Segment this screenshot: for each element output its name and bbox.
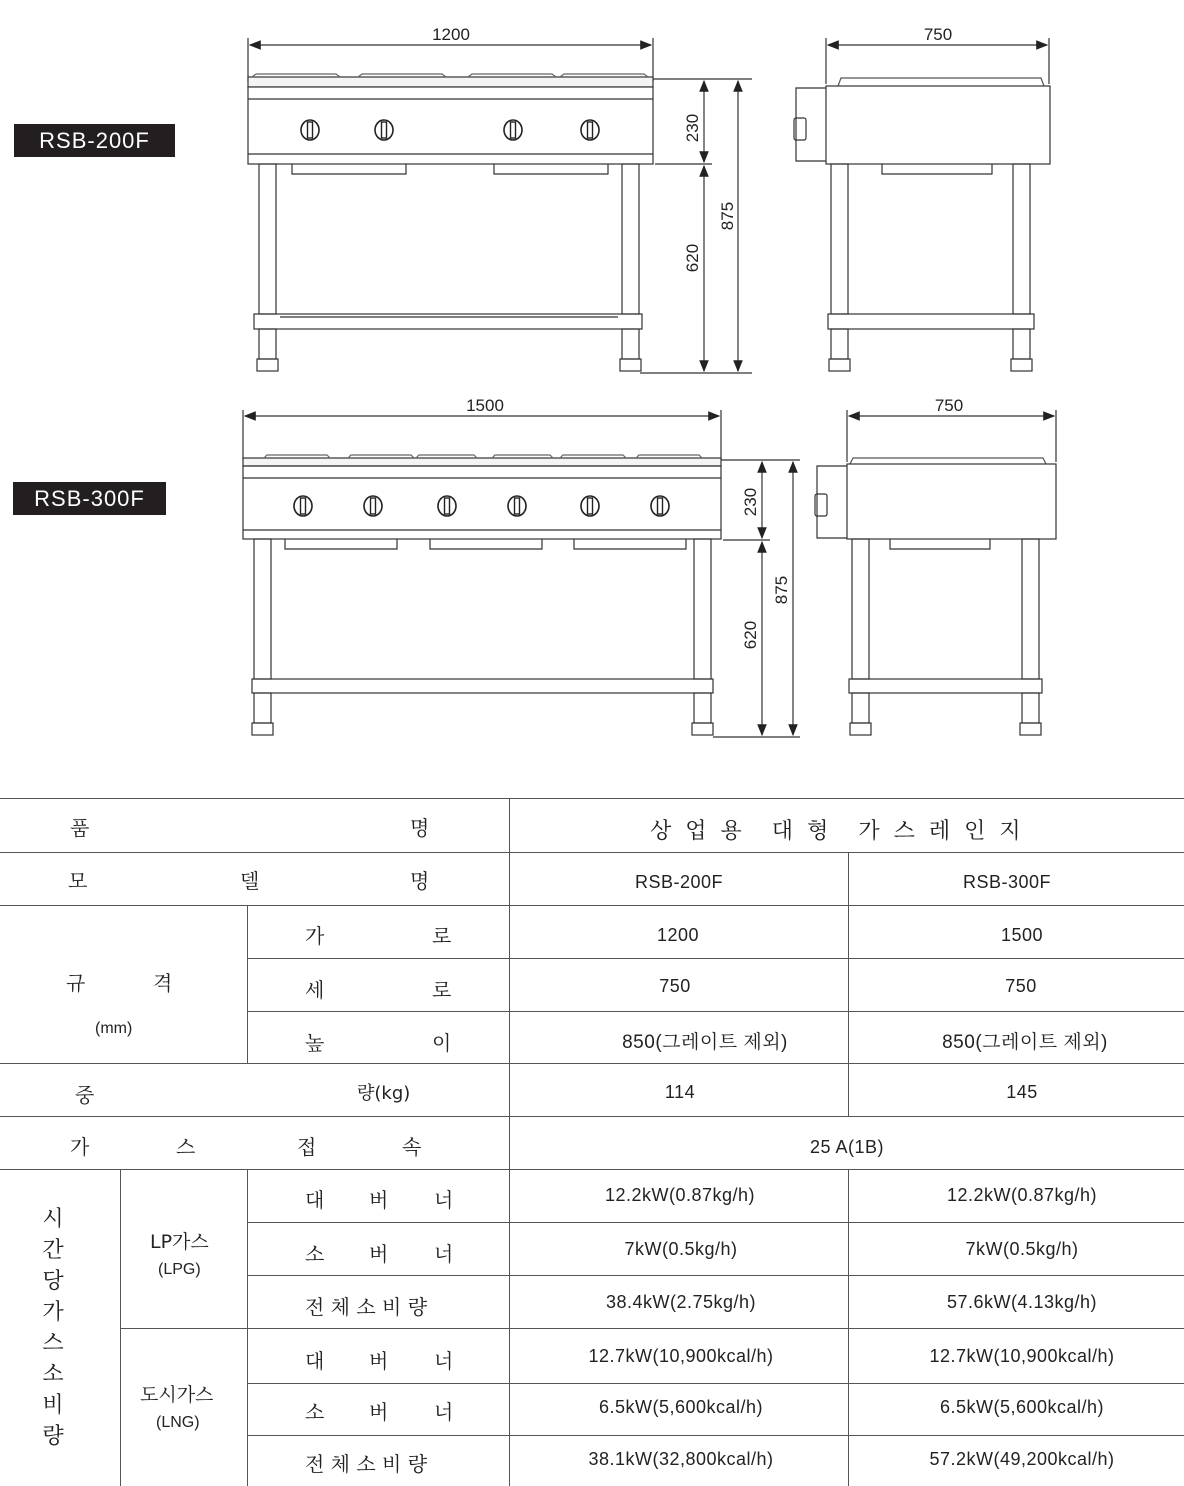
lng-large-label-3: 너 bbox=[434, 1349, 454, 1373]
burner-knob-icon bbox=[364, 496, 382, 516]
product-name-label-1: 품 bbox=[70, 816, 90, 840]
lpg-small-200f: 7kW(0.5kg/h) bbox=[624, 1239, 738, 1259]
height-value-200f: 850(그레이트 제외) bbox=[622, 1032, 788, 1053]
lpg-small-300f: 7kW(0.5kg/h) bbox=[965, 1239, 1079, 1259]
model-value-200f: RSB-200F bbox=[634, 872, 724, 892]
model-value-300f: RSB-300F bbox=[962, 872, 1052, 892]
spec-unit: (mm) bbox=[95, 1020, 133, 1037]
depth-value-300f: 750 bbox=[1005, 976, 1037, 996]
lng-small-300f: 6.5kW(5,600kcal/h) bbox=[939, 1397, 1105, 1417]
lpg-label: LP가스 bbox=[150, 1231, 209, 1253]
gas-conn-label-2: 스 bbox=[176, 1135, 196, 1159]
weight-label-2: 량(kg) bbox=[357, 1083, 411, 1104]
height-value-300f: 850(그레이트 제외) bbox=[942, 1032, 1108, 1053]
spec-label-2: 격 bbox=[153, 971, 173, 995]
lpg-small-label-3: 너 bbox=[434, 1242, 454, 1266]
model-label-1: 모 bbox=[68, 869, 88, 893]
rsb-200f-front-view bbox=[248, 38, 752, 373]
gas-conn-label-1: 가 bbox=[70, 1135, 90, 1159]
model-label-rsb-200f: RSB-200F bbox=[14, 124, 175, 157]
model-label-rsb-300f: RSB-300F bbox=[13, 482, 166, 515]
weight-label-1: 중 bbox=[75, 1083, 95, 1107]
burner-knob-icon bbox=[294, 496, 312, 516]
lng-total-300f: 57.2kW(49,200kcal/h) bbox=[929, 1449, 1115, 1469]
height-label-2: 이 bbox=[432, 1031, 452, 1055]
burner-knob-icon bbox=[651, 496, 669, 516]
burner-knob-icon bbox=[508, 496, 526, 516]
consumption-label: 시 간 당 가 스 소 비 량 bbox=[42, 1207, 64, 1449]
lpg-small-label-1: 소 bbox=[305, 1242, 325, 1266]
gas-conn-value: 25 A(1B) bbox=[809, 1137, 885, 1157]
burner-knob-icon bbox=[581, 120, 599, 140]
rsb-300f-width-dim: 1500 bbox=[466, 396, 504, 415]
gas-conn-label-3: 접 bbox=[297, 1135, 317, 1159]
rsb-200f-top-dim: 230 bbox=[683, 113, 702, 143]
model-label-2: 델 bbox=[240, 869, 260, 893]
lpg-large-label-1: 대 bbox=[305, 1188, 325, 1212]
weight-value-200f: 114 bbox=[664, 1082, 696, 1102]
lng-small-label-1: 소 bbox=[305, 1400, 325, 1424]
lng-small-label-3: 너 bbox=[434, 1400, 454, 1424]
weight-value-300f: 145 bbox=[1006, 1082, 1038, 1102]
lng-small-label-2: 버 bbox=[369, 1400, 389, 1424]
rsb-300f-top-dim: 230 bbox=[741, 487, 760, 517]
rsb-200f-width-dim: 1200 bbox=[432, 25, 470, 44]
rsb-300f-leg-dim: 620 bbox=[741, 620, 760, 650]
product-name-label-2: 명 bbox=[410, 816, 430, 840]
rsb-200f-side-view bbox=[794, 38, 1050, 371]
lpg-total-label: 전 체 소 비 량 bbox=[305, 1295, 428, 1319]
lng-large-label-2: 버 bbox=[369, 1349, 389, 1373]
rsb-200f-height-dim: 875 bbox=[718, 201, 737, 231]
rsb-300f-depth-dim: 750 bbox=[934, 396, 964, 415]
lpg-total-200f: 38.4kW(2.75kg/h) bbox=[605, 1292, 757, 1312]
product-name-value: 상 업 용 대 형 가 스 레 인 지 bbox=[650, 819, 1021, 844]
lng-total-label: 전 체 소 비 량 bbox=[305, 1452, 428, 1476]
height-label-1: 높 bbox=[305, 1031, 325, 1055]
burner-knob-icon bbox=[375, 120, 393, 140]
rsb-200f-depth-dim: 750 bbox=[923, 25, 953, 44]
lng-small-200f: 6.5kW(5,600kcal/h) bbox=[598, 1397, 764, 1417]
lpg-large-label-2: 버 bbox=[369, 1188, 389, 1212]
rsb-300f-side-view bbox=[815, 410, 1056, 735]
burner-knob-icon bbox=[504, 120, 522, 140]
gas-conn-label-4: 속 bbox=[402, 1135, 422, 1159]
rsb-300f-knobs bbox=[294, 496, 669, 516]
rsb-200f-leg-dim: 620 bbox=[683, 243, 702, 273]
lpg-large-label-3: 너 bbox=[434, 1188, 454, 1212]
lng-large-label-1: 대 bbox=[305, 1349, 325, 1373]
model-label-3: 명 bbox=[410, 869, 430, 893]
lng-sub: (LNG) bbox=[156, 1414, 200, 1431]
width-value-300f: 1500 bbox=[1000, 925, 1044, 945]
burner-knob-icon bbox=[438, 496, 456, 516]
width-value-200f: 1200 bbox=[656, 925, 700, 945]
lpg-large-300f: 12.2kW(0.87kg/h) bbox=[946, 1185, 1098, 1205]
width-label-1: 가 bbox=[305, 924, 325, 948]
depth-label-2: 로 bbox=[432, 978, 452, 1002]
lpg-large-200f: 12.2kW(0.87kg/h) bbox=[604, 1185, 756, 1205]
lpg-small-label-2: 버 bbox=[369, 1242, 389, 1266]
depth-value-200f: 750 bbox=[659, 976, 691, 996]
lng-total-200f: 38.1kW(32,800kcal/h) bbox=[588, 1449, 774, 1469]
rsb-300f-front-view bbox=[243, 410, 800, 737]
lng-label: 도시가스 bbox=[140, 1384, 214, 1406]
lpg-total-300f: 57.6kW(4.13kg/h) bbox=[946, 1292, 1098, 1312]
spec-label-1: 규 bbox=[66, 971, 86, 995]
width-label-2: 로 bbox=[432, 924, 452, 948]
burner-knob-icon bbox=[301, 120, 319, 140]
burner-knob-icon bbox=[581, 496, 599, 516]
rsb-300f-height-dim: 875 bbox=[772, 575, 791, 605]
depth-label-1: 세 bbox=[305, 978, 325, 1002]
lng-large-300f: 12.7kW(10,900kcal/h) bbox=[929, 1346, 1115, 1366]
lpg-sub: (LPG) bbox=[158, 1261, 201, 1278]
lng-large-200f: 12.7kW(10,900kcal/h) bbox=[588, 1346, 774, 1366]
